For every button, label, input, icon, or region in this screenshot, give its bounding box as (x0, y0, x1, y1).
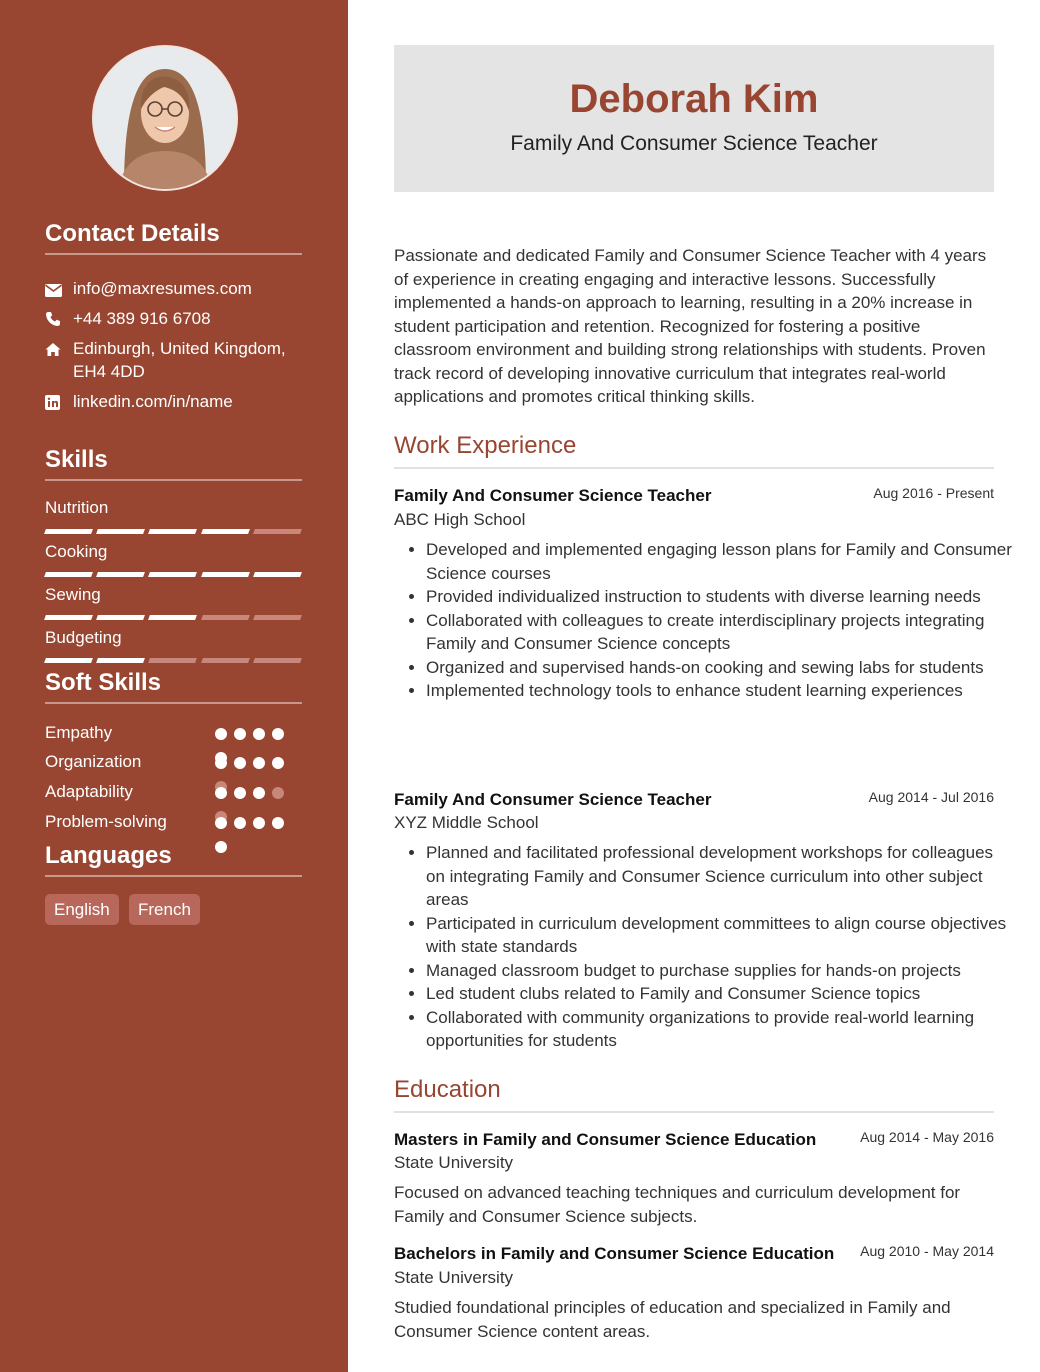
envelope-icon (45, 277, 73, 303)
skill-level-segment (44, 572, 93, 577)
profile-photo (94, 47, 236, 189)
soft-skill-label: Organization (45, 752, 142, 771)
rating-dot (253, 728, 265, 740)
skill-label: Nutrition (45, 498, 109, 517)
rating-dot (234, 787, 246, 799)
skill-level-segment (201, 529, 250, 534)
rating-dot (272, 817, 284, 829)
job-bullets (394, 841, 1016, 1053)
skill-level-segment (96, 658, 145, 663)
skill-label: Sewing (45, 585, 101, 604)
language-chip: English (45, 894, 119, 925)
list-item: • Implemented technology tools to enhance student learning experiences (426, 679, 1016, 703)
skill-level-segment (44, 615, 93, 620)
linkedin-icon (45, 390, 73, 416)
skill-level-segment (44, 658, 93, 663)
skill-label: Cooking (45, 542, 108, 561)
list-item: • Provided individualized instruction to students with diverse learning needs (426, 585, 1016, 609)
list-item: • Organized and supervised hands-on cooking and sewing labs for students (426, 656, 1016, 680)
sidebar (0, 0, 348, 1372)
contact-address (45, 337, 305, 383)
job-title: Family And Consumer Science Teacher (394, 790, 712, 809)
rating-dot (253, 757, 265, 769)
school-name: State University (394, 1268, 514, 1287)
rating-dot (215, 728, 227, 740)
skill-level-segment (148, 529, 197, 534)
soft-skill-label: Problem-solving (45, 812, 167, 831)
education-description: Studied foundational principles of education and specialized in Family and Consumer Science content areas. (394, 1298, 951, 1341)
degree-title: Bachelors in Family and Consumer Science Education (394, 1244, 835, 1263)
job-date: Aug 2014 - Jul 2016 (868, 789, 994, 805)
rating-dot (272, 757, 284, 769)
skill-level-segment (253, 658, 302, 663)
skill-level-segment (201, 615, 250, 620)
skill-level-bar (45, 615, 301, 620)
soft-skills-heading: Soft Skills (45, 669, 302, 704)
candidate-title: Family And Consumer Science Teacher (510, 132, 878, 155)
list-item: • Collaborated with community organizations to provide real-world learning opportunities for students (426, 1006, 1016, 1053)
list-item: • Managed classroom budget to purchase supplies for hands-on projects (426, 959, 1016, 983)
home-icon (45, 337, 73, 383)
linkedin-text[interactable]: linkedin.com/in/name (73, 392, 233, 411)
skill-level-segment (96, 529, 145, 534)
education-date: Aug 2014 - May 2016 (860, 1129, 994, 1145)
skill-level-segment (148, 615, 197, 620)
rating-dot (234, 817, 246, 829)
contact-linkedin (45, 390, 305, 416)
skill-level-segment (201, 658, 250, 663)
skill-level-segment (44, 529, 93, 534)
rating-dot (234, 757, 246, 769)
phone-text[interactable]: +44 389 916 6708 (73, 309, 211, 328)
job-title: Family And Consumer Science Teacher (394, 486, 712, 505)
email-text[interactable]: info@maxresumes.com (73, 279, 252, 298)
job-organization: ABC High School (394, 510, 526, 529)
summary: Passionate and dedicated Family and Consumer Science Teacher with 4 years of experience in creating engaging and interactive lessons. Successfully implemented a hands-on approach to learning, resulting in a 20% increase in student participation and retention. Recognized for fostering a positive classroom environment and building strong relationships with students. Proven track record of developing innovative curriculum that integrates real-world applications and promotes critical thinking skills. (394, 246, 987, 406)
skill-label: Budgeting (45, 628, 122, 647)
rating-dot (272, 787, 284, 799)
address-text: Edinburgh, United Kingdom, EH4 4DD (73, 339, 286, 381)
rating-dot (253, 787, 265, 799)
candidate-name: Deborah Kim (569, 77, 819, 121)
contact-phone (45, 307, 305, 333)
job-organization: XYZ Middle School (394, 813, 539, 832)
skill-level-segment (96, 615, 145, 620)
skill-level-segment (253, 572, 302, 577)
skill-level-bar (45, 572, 301, 577)
rating-dot (234, 728, 246, 740)
skill-level-segment (148, 572, 197, 577)
education-date: Aug 2010 - May 2014 (860, 1243, 994, 1259)
rating-dot (253, 817, 265, 829)
skill-level-segment (253, 529, 302, 534)
contact-heading: Contact Details (45, 220, 302, 255)
soft-skill-label: Empathy (45, 723, 113, 742)
list-item: • Led student clubs related to Family and Consumer Science topics (426, 982, 1016, 1006)
rating-dot (215, 757, 227, 769)
list-item: • Planned and facilitated professional development workshops for colleagues on integrating Family and Consumer Science curriculum into other subject areas (426, 841, 1016, 912)
degree-title: Masters in Family and Consumer Science Education (394, 1130, 817, 1149)
soft-skill-label: Adaptability (45, 782, 133, 801)
skill-level-segment (96, 572, 145, 577)
list-item: • Developed and implemented engaging lesson plans for Family and Consumer Science courses (426, 538, 1016, 585)
skill-level-bar (45, 658, 301, 663)
rating-dot (215, 787, 227, 799)
school-name: State University (394, 1153, 514, 1172)
skill-level-segment (148, 658, 197, 663)
phone-icon (45, 307, 73, 333)
header (394, 45, 994, 192)
avatar (92, 45, 238, 191)
contact-email (45, 277, 305, 303)
skills-heading: Skills (45, 446, 302, 481)
education-description: Focused on advanced teaching techniques and curriculum development for Family and Consumer Science subjects. (394, 1183, 961, 1226)
list-item: • Participated in curriculum development committees to align course objectives with state standards (426, 912, 1016, 959)
work-heading: Work Experience (394, 432, 994, 469)
rating-dot (272, 728, 284, 740)
skill-level-bar (45, 529, 301, 534)
language-chip: French (129, 894, 200, 925)
job-bullets (394, 538, 1016, 703)
languages-heading: Languages (45, 842, 302, 877)
skill-level-segment (201, 572, 250, 577)
job-date: Aug 2016 - Present (873, 485, 994, 501)
list-item: • Collaborated with colleagues to create interdisciplinary projects integrating Family and Consumer Science concepts (426, 609, 1016, 656)
skill-level-segment (253, 615, 302, 620)
rating-dot (215, 817, 227, 829)
education-heading: Education (394, 1076, 994, 1113)
